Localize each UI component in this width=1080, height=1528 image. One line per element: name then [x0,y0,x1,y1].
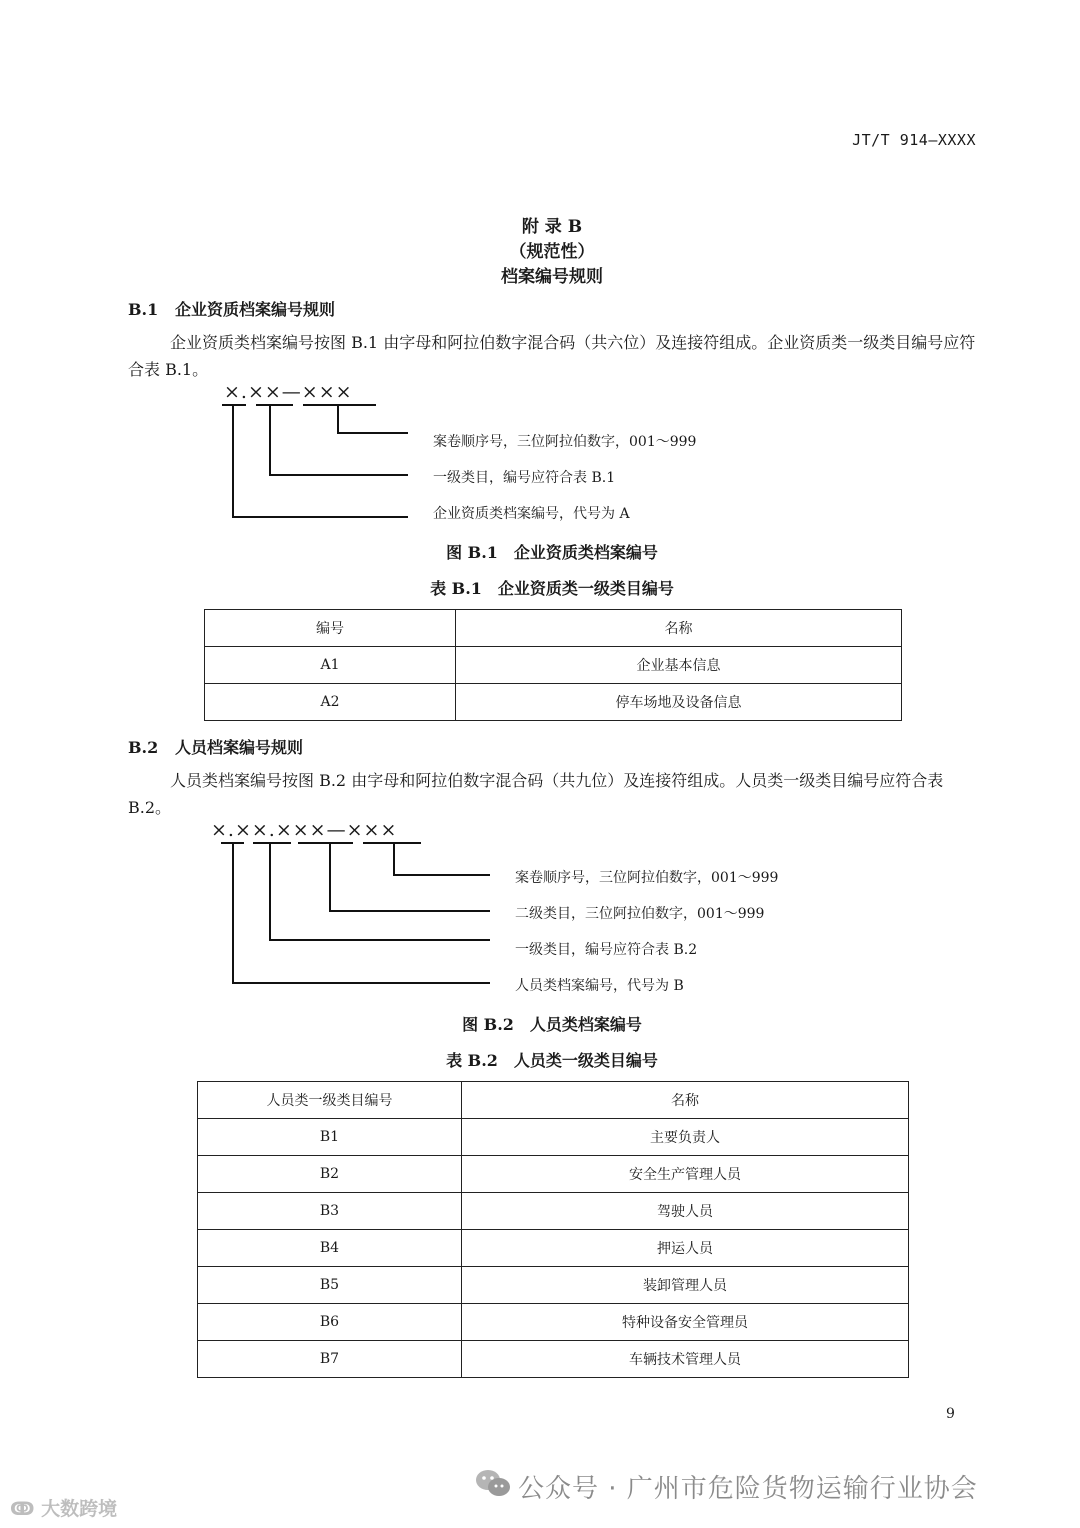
table-cell-name: 安全生产管理人员 [462,1156,909,1193]
table-cell-code: A1 [205,647,456,684]
table-cell-code: B3 [198,1193,462,1230]
table-row [198,1156,909,1193]
figure-b2-label-sequence: 案卷顺序号，三位阿拉伯数字，001～999 [515,870,779,886]
figure-b1-label-sequence: 案卷顺序号，三位阿拉伯数字，001～999 [433,434,697,450]
b1-connector-letter [233,405,408,517]
corner-logo-icon: ↂ [10,1498,42,1520]
section-b2-number: B.2 [128,738,159,757]
b2-connector-sequence [394,843,490,875]
table-b2 [197,1081,909,1378]
table-cell-code: B2 [198,1156,462,1193]
table-b1-header-code: 编号 [205,610,456,647]
section-b2-heading [128,735,303,758]
table-cell-name: 车辆技术管理人员 [462,1341,909,1378]
figure-b2-label-level1: 一级类目，编号应符合表 B.2 [515,942,698,958]
b2-connector-level1 [270,843,490,940]
section-b1-paragraph: 企业资质类档案编号按图 B.1 由字母和阿拉伯数字混合码（共六位）及连接符组成。企业资质类一级类目编号应符合表 B.1。 [128,333,976,379]
table-row [205,684,902,721]
table-b2-caption: 表 B.2 人员类一级类目编号 [446,1051,658,1070]
table-cell-code: B4 [198,1230,462,1267]
table-row [198,1230,909,1267]
table-cell-name: 驾驶人员 [462,1193,909,1230]
page-number: 9 [946,1406,955,1422]
b2-connector-level2 [330,843,490,911]
table-cell-name: 特种设备安全管理员 [462,1304,909,1341]
table-cell-code: B6 [198,1304,462,1341]
table-cell-name: 主要负责人 [462,1119,909,1156]
standard-number: JT/T 914—XXXX [852,131,976,149]
section-b1-title: 企业资质档案编号规则 [175,300,336,319]
figure-b2-code-pattern: ×.××.×××—××× [211,819,398,841]
corner-watermark [10,1494,117,1521]
table-cell-name: 押运人员 [462,1230,909,1267]
figure-b2-label-code-b: 人员类档案编号，代号为 B [515,978,684,994]
table-row [198,1267,909,1304]
appendix-title: 附 录 B [521,217,583,237]
section-b2-title: 人员档案编号规则 [175,738,304,757]
table-b2-header-code: 人员类一级类目编号 [198,1082,462,1119]
figure-b1-caption: 图 B.1 企业资质类档案编号 [446,543,658,562]
table-cell-code: B7 [198,1341,462,1378]
table-b2-header-name: 名称 [462,1082,909,1119]
corner-watermark-text: 大数跨境 [41,1498,118,1520]
appendix-subject: 档案编号规则 [501,267,603,287]
table-cell-name: 停车场地及设备信息 [456,684,902,721]
b2-connector-letter [233,843,490,983]
table-b1-caption: 表 B.1 企业资质类一级类目编号 [430,579,674,598]
table-b1-header-name: 名称 [456,610,902,647]
table-row [205,647,902,684]
b1-connector-sequence [338,405,408,433]
table-row [198,1193,909,1230]
figure-b1-label-code-a: 企业资质类档案编号，代号为 A [433,506,630,522]
table-row [198,1119,909,1156]
figure-b2-caption: 图 B.2 人员类档案编号 [462,1015,642,1034]
figure-b1-label-level1: 一级类目，编号应符合表 B.1 [433,470,616,486]
appendix-nature: （规范性） [509,242,595,262]
section-b2-paragraph: 人员类档案编号按图 B.2 由字母和阿拉伯数字混合码（共九位）及连接符组成。人员类一级类目编号应符合表 B.2。 [128,771,944,817]
table-cell-code: B1 [198,1119,462,1156]
figure-b1-code-pattern: ×.××—××× [224,381,353,403]
table-cell-name: 装卸管理人员 [462,1267,909,1304]
section-b1-number: B.1 [128,300,159,319]
table-cell-name: 企业基本信息 [456,647,902,684]
table-row [198,1304,909,1341]
table-b1 [204,609,902,721]
table-cell-code: A2 [205,684,456,721]
watermark-text: 公众号 · 广州市危险货物运输行业协会 [518,1474,978,1504]
figure-b2-label-level2: 二级类目，三位阿拉伯数字，001～999 [515,906,765,922]
table-cell-code: B5 [198,1267,462,1304]
wechat-icon [474,1467,512,1499]
table-row [198,1341,909,1378]
